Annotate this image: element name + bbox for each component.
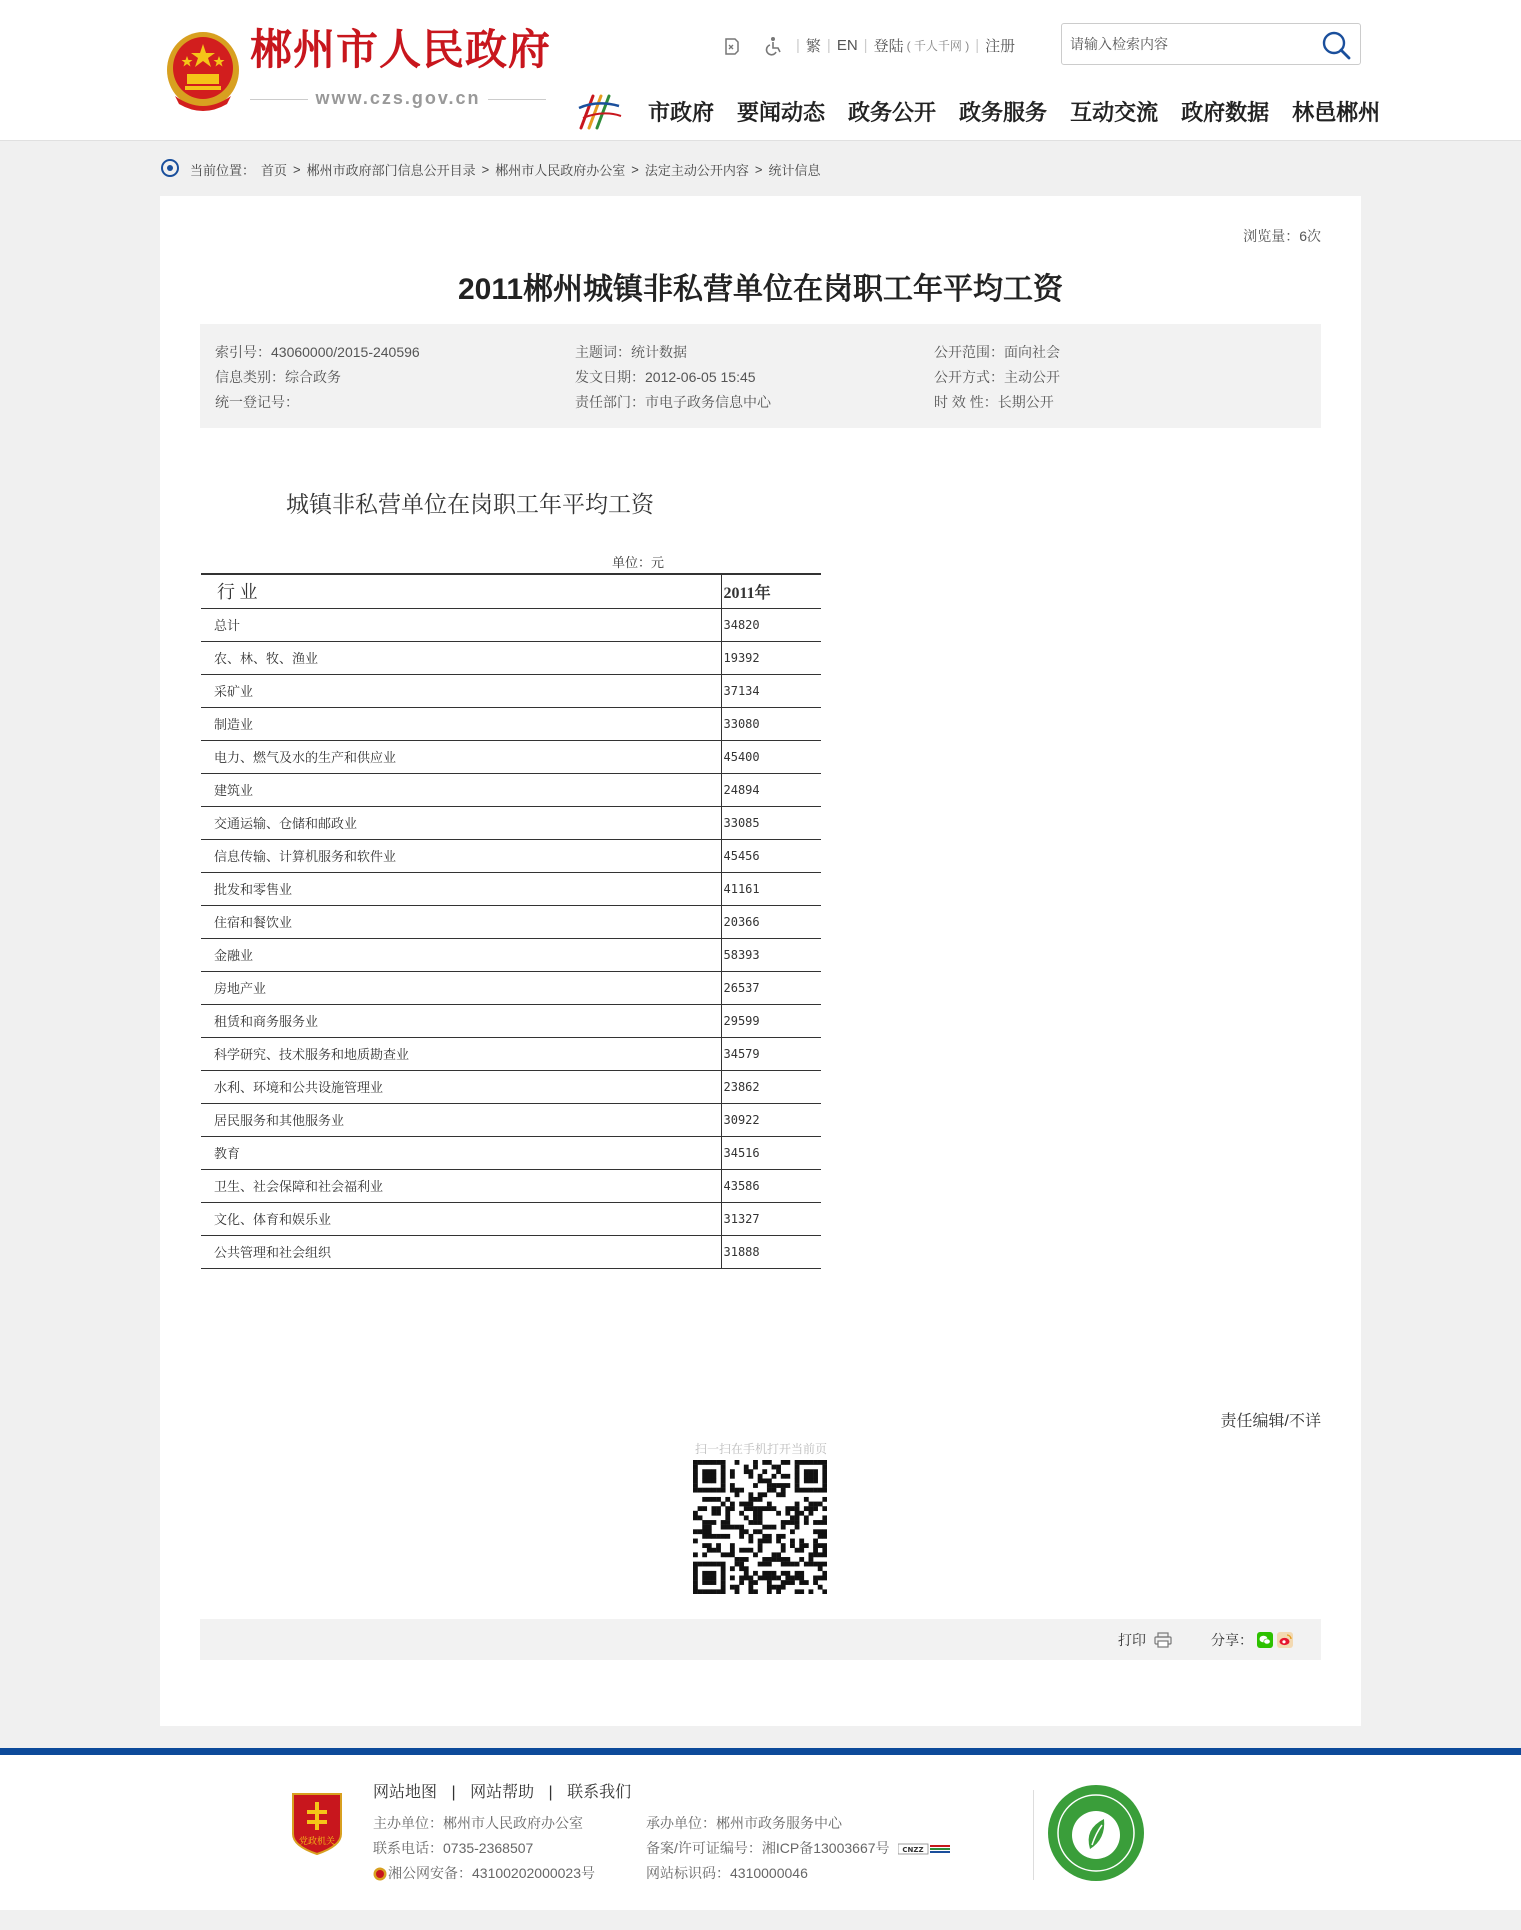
table-row [201,608,821,641]
login-link[interactable]: 登陆 [873,38,904,55]
share-bar [200,1619,1321,1660]
industry-cell: 房地产业 [201,971,721,1004]
industry-cell: 住宿和餐饮业 [201,905,721,938]
footer-host: 主办单位：郴州市人民政府办公室 [373,1815,583,1831]
wage-cell: 33080 [721,707,821,740]
wage-cell: 45400 [721,740,821,773]
industry-cell: 租赁和商务服务业 [201,1004,721,1037]
wage-cell: 43586 [721,1169,821,1202]
print-button[interactable] [1118,1630,1172,1650]
table-row [201,839,821,872]
breadcrumb-item-statistics[interactable]: 统计信息 [768,162,821,178]
breadcrumb-item-statutory[interactable]: 法定主动公开内容 [644,162,749,178]
wage-cell: 34516 [721,1136,821,1169]
breadcrumb-arrow: > [481,161,490,177]
industry-cell: 交通运输、仓储和邮政业 [201,806,721,839]
breadcrumb-arrow: > [293,161,301,177]
footer-divider [1033,1790,1034,1880]
badge-text: 党政机关 [298,1837,336,1847]
share-label: 分享： [1211,1632,1253,1648]
nav-item-municipal-government[interactable]: 市政府 [648,100,715,125]
meta-subject: 主题词：统计数据 [575,344,687,360]
header-year: 2011年 [721,574,821,608]
separator: | [796,37,800,54]
wage-cell: 37134 [721,674,821,707]
national-emblem-icon[interactable] [165,26,241,112]
industry-cell: 建筑业 [201,773,721,806]
traditional-chinese-link[interactable]: 繁 [805,38,821,55]
nav-item-interaction[interactable]: 互动交流 [1070,100,1159,125]
qr-code [693,1460,827,1594]
responsible-editor: 责任编辑/不详 [1220,1413,1321,1430]
footer-link-sitemap[interactable]: 网站地图 [373,1784,438,1801]
table-row [201,740,821,773]
table-row [201,938,821,971]
industry-cell: 教育 [201,1136,721,1169]
cnzz-text: CNZZ [901,1845,924,1854]
wage-cell: 33085 [721,806,821,839]
meta-reg-no: 统一登记号： [215,394,299,410]
meta-dept: 责任部门：市电子政务信息中心 [575,394,771,410]
wage-cell: 41161 [721,872,821,905]
table-body [201,608,821,1268]
article-title: 2011郴州城镇非私营单位在岗职工年平均工资 [457,273,1064,306]
site-url: www.czs.gov.cn [250,88,546,109]
table-unit: 单位：元 [612,555,665,570]
nav-item-services[interactable]: 政务服务 [959,100,1048,125]
footer-icp-row [646,1836,950,1861]
header-industry: 行 业 [201,574,721,608]
industry-cell: 农、林、牧、渔业 [201,641,721,674]
site-footer [0,1755,1521,1910]
separator: | [863,37,868,54]
footer-police[interactable]: 湘公网安备：43100202000023号 [388,1865,596,1881]
footer-info-right [646,1811,950,1886]
search-input[interactable] [1070,32,1310,56]
table-row [201,641,821,674]
table-row [201,1103,821,1136]
accessibility-wheelchair-icon[interactable] [764,36,784,56]
breadcrumb [160,158,820,180]
document-title: 城镇非私营单位在岗职工年平均工资 [286,492,654,517]
table-row [201,872,821,905]
wage-cell: 30922 [721,1103,821,1136]
nav-item-linyi-chenzhou[interactable]: 林邑郴州 [1292,100,1381,125]
register-link[interactable]: 注册 [985,38,1016,55]
industry-cell: 卫生、社会保障和社会福利业 [201,1169,721,1202]
table-header-row [201,574,821,608]
breadcrumb-item-office[interactable]: 郴州市人民政府办公室 [495,162,626,178]
industry-cell: 公共管理和社会组织 [201,1235,721,1268]
industry-cell: 电力、燃气及水的生产和供应业 [201,740,721,773]
cnzz-stat-icon[interactable] [898,1843,950,1855]
breadcrumb-arrow: > [631,161,639,177]
wage-cell: 31888 [721,1235,821,1268]
article-metadata [200,324,1321,428]
table-row [201,674,821,707]
footer-blue-bar [0,1748,1521,1755]
industry-cell: 总计 [201,608,721,641]
wage-cell: 31327 [721,1202,821,1235]
footer-phone: 联系电话：0735-2368507 [373,1840,534,1856]
meta-validity: 时 效 性：长期公开 [934,394,1054,410]
footer-site-code: 网站标识码：4310000046 [646,1865,808,1881]
breadcrumb-item-catalog[interactable]: 郴州市政府部门信息公开目录 [306,162,476,178]
table-row [201,1004,821,1037]
footer-separator: | [548,1784,553,1801]
industry-cell: 信息传输、计算机服务和软件业 [201,839,721,872]
table-row [201,905,821,938]
wechat-icon[interactable] [1257,1632,1273,1648]
footer-links [373,1779,631,1802]
table-row [201,971,821,1004]
meta-method: 公开方式：主动公开 [934,369,1060,385]
wage-cell: 20366 [721,905,821,938]
wage-cell: 34579 [721,1037,821,1070]
industry-cell: 金融业 [201,938,721,971]
footer-police-row [373,1861,595,1886]
industry-cell: 科学研究、技术服务和地质勘查业 [201,1037,721,1070]
footer-link-help[interactable]: 网站帮助 [470,1784,535,1801]
nav-item-government-data[interactable]: 政府数据 [1181,100,1270,125]
breadcrumb-arrow: > [754,161,763,177]
english-link[interactable]: EN [836,37,858,54]
wage-cell: 29599 [721,1004,821,1037]
nav-item-news[interactable]: 要闻动态 [737,100,826,125]
wage-cell: 58393 [721,938,821,971]
breadcrumb-label: 当前位置： [190,162,256,178]
share-group [1211,1630,1293,1650]
footer-info-left [373,1811,595,1886]
nav-item-government-affairs[interactable]: 政务公开 [848,100,937,125]
footer-icp[interactable]: 备案/许可证编号：湘ICP备13003667号 [646,1840,890,1856]
print-label: 打印 [1118,1632,1146,1648]
location-pin-icon [160,158,180,180]
wage-cell: 23862 [721,1070,821,1103]
footer-link-contact[interactable]: 联系我们 [567,1784,632,1801]
weibo-icon[interactable] [1277,1632,1293,1648]
wage-cell: 45456 [721,839,821,872]
table-row [201,1169,821,1202]
table-row [201,1202,821,1235]
wage-table [201,573,821,1269]
party-government-badge-icon[interactable] [289,1790,345,1856]
wage-cell: 34820 [721,608,821,641]
table-row [201,773,821,806]
printer-icon [1154,1632,1172,1648]
bottom-strip [0,1910,1521,1930]
accessibility-reader-icon[interactable] [722,36,742,56]
search-icon[interactable] [1320,29,1352,61]
industry-cell: 居民服务和其他服务业 [201,1103,721,1136]
article-panel [160,196,1361,1726]
industry-cell: 水利、环境和公共设施管理业 [201,1070,721,1103]
main-nav [648,96,1380,127]
site-header [0,0,1521,141]
separator: | [826,37,831,54]
wage-cell: 26537 [721,971,821,1004]
civilization-site-logo-icon[interactable] [1046,1783,1146,1883]
industry-cell: 批发和零售业 [201,872,721,905]
top-links [722,35,1015,56]
police-badge-icon [373,1867,387,1881]
wage-cell: 19392 [721,641,821,674]
footer-organizer: 承办单位：郴州市政务服务中心 [646,1815,842,1831]
table-row [201,1136,821,1169]
industry-cell: 制造业 [201,707,721,740]
industry-cell: 采矿业 [201,674,721,707]
table-row [201,806,821,839]
table-row [201,1235,821,1268]
wage-cell: 24894 [721,773,821,806]
meta-date: 发文日期：2012-06-05 15:45 [575,369,756,385]
industry-cell: 文化、体育和娱乐业 [201,1202,721,1235]
table-row [201,1070,821,1103]
site-name[interactable]: 郴州市人民政府 [250,28,552,74]
separator: | [975,37,980,54]
search-box [1061,23,1361,65]
meta-index-no: 索引号：43060000/2015-240596 [215,344,420,360]
meta-scope: 公开范围：面向社会 [934,344,1060,360]
login-note: ( 千人千网 ) [906,39,970,53]
table-row [201,707,821,740]
meta-category: 信息类别：综合政务 [215,369,341,385]
nav-decoration-icon [575,90,625,132]
breadcrumb-home[interactable]: 首页 [261,162,288,178]
footer-separator: | [451,1784,456,1801]
view-count: 浏览量：6次 [1243,228,1321,244]
table-row [201,1037,821,1070]
qr-caption: 扫一扫在手机打开当前页 [695,1442,828,1456]
